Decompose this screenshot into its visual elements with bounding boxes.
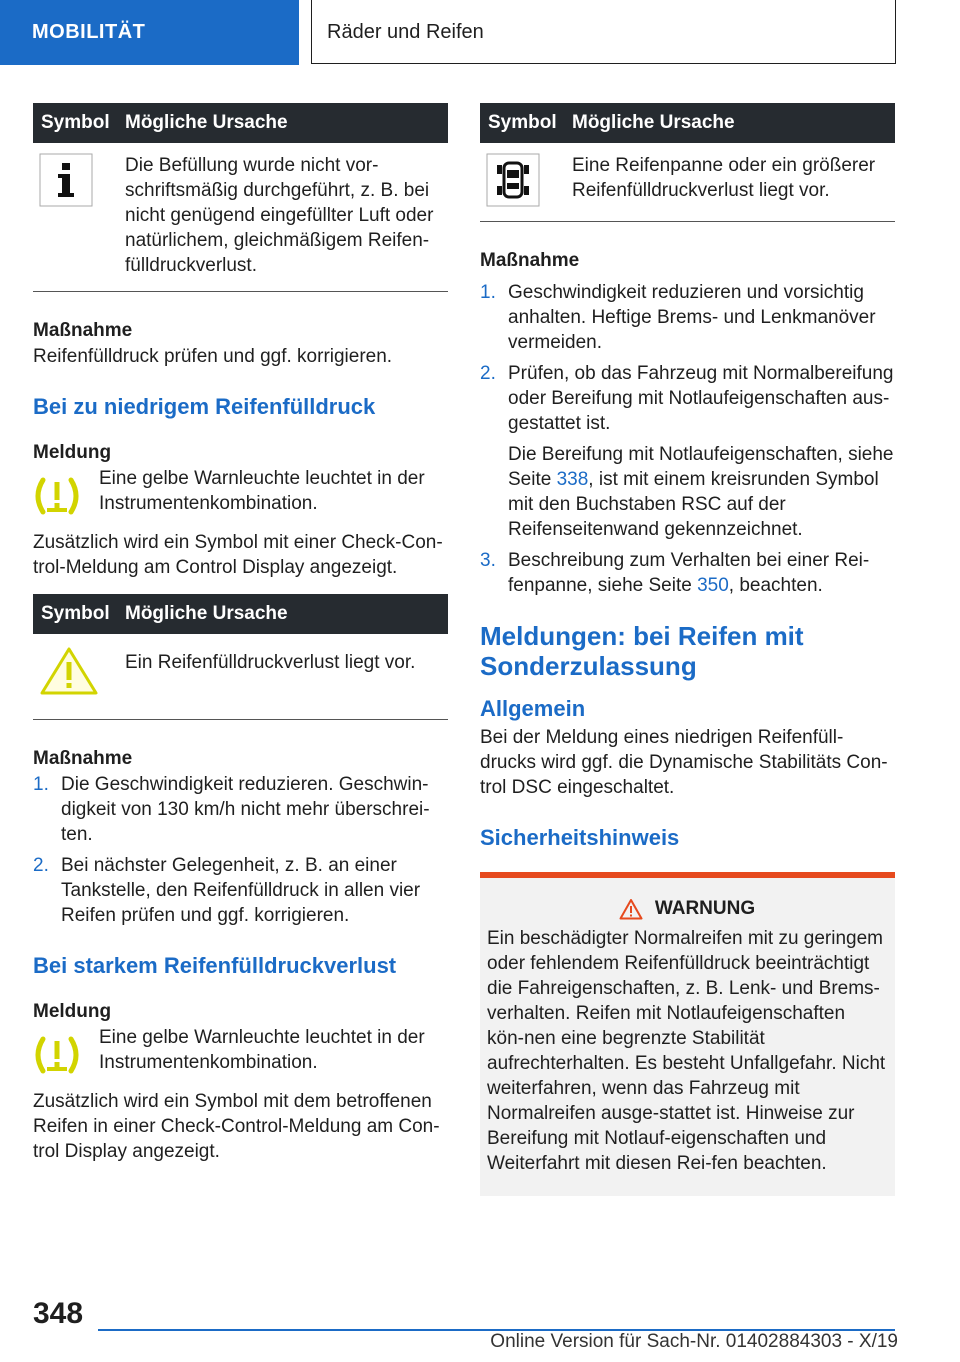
list-item: 1. Die Geschwindigkeit reduzieren. Geschwin-digkeit von 130 km/h nicht mehr überschrei-ten. — [33, 774, 430, 845]
footer-text: Online Version für Sach-Nr. 01402884303 - X/19 — [490, 1331, 898, 1352]
measure-heading: Maßnahme — [33, 748, 133, 769]
cause-text: Die Befüllung wurde nicht vor-schriftsmäßig durchgeführt, z. B. bei nicht genügend eingefüllter Luft oder natürlichem, gleichmäßigem Reifen-fülldruckverlust. — [125, 143, 448, 292]
heading-low-pressure: Bei zu niedrigem Reifenfülldruck — [33, 394, 376, 419]
message-heading: Meldung — [33, 1001, 112, 1022]
heading-general: Allgemein — [480, 696, 586, 721]
measure-text: Reifenfülldruck prüfen und ggf. korrigieren. — [33, 346, 393, 367]
page-link-350[interactable]: 350 — [697, 575, 729, 596]
warning-box — [480, 872, 895, 1196]
right-column — [480, 103, 895, 1196]
heading-safety: Sicherheitshinweis — [480, 825, 680, 850]
car-tire-icon — [486, 153, 540, 207]
warning-title: WARNUNG — [654, 898, 756, 919]
warning-text: Ein beschädigter Normalreifen mit zu geringem oder fehlendem Reifenfülldruck beeinträchtigt die Fahreigenschaften, z. B. Lenk- und Brems-verhalten. Reifen mit Notlaufeigenschaften kön-nen eine begrenzte Stabilität aufrechterhalten. Es besteht Unfallgefahr. Nicht weiterfahren, wenn das Fahrzeug mit Normalreifen ausge-stattet ist. Hinweise zur Bereifung mit Notlauf-eigenschaften und Weiterfahrt mit diesen Rei-fen beachten. — [487, 928, 886, 1174]
tpms-warning-icon — [33, 476, 81, 516]
measure-list — [33, 772, 448, 928]
info-icon — [39, 153, 93, 207]
warning-triangle-icon — [39, 646, 99, 696]
page-link-338[interactable]: 338 — [556, 469, 589, 490]
left-column — [33, 103, 448, 1164]
section-tab[interactable]: MOBILITÄT — [0, 0, 299, 65]
table-header-cause: Mögliche Ursache — [125, 103, 448, 143]
tpms-warning-icon — [33, 1035, 81, 1075]
symbol-table-warning — [33, 594, 448, 720]
measure-heading: Maßnahme — [33, 320, 133, 341]
measure-heading: Maßnahme — [480, 250, 580, 271]
message-heading: Meldung — [33, 442, 112, 463]
list-item: 2. Bei nächster Gelegenheit, z. B. an einer Tankstelle, den Reifenfülldruck in allen vier Reifen prüfen und ggf. korrigieren. — [33, 855, 421, 926]
measure-list — [480, 280, 895, 598]
list-item: 3. Beschreibung zum Verhalten bei einer Rei-fenpanne, siehe Seite 350, beachten. — [480, 550, 870, 596]
list-item: 1. Geschwindigkeit reduzieren und vorsichtig anhalten. Heftige Brems- und Lenkmanöver vermeiden. — [480, 282, 876, 353]
additional-text: Zusätzlich wird ein Symbol mit dem betroffenen Reifen in einer Check-Control-Meldung am Con-trol Display angezeigt. — [33, 1091, 440, 1162]
list-item: 2. Prüfen, ob das Fahrzeug mit Normalbereifung oder Bereifung mit Notlaufeigenschaften aus-gestattet ist. Die Bereifung mit Notlaufeigenschaften, siehe Seite 338, ist mit einem kreisrunden Symbol mit den Buchstaben RSC auf der Reifenseitenwand gekennzeichnet. — [480, 363, 894, 540]
message-row — [33, 466, 448, 521]
table-header-symbol: Symbol — [33, 103, 125, 143]
cause-text: Ein Reifenfülldruckverlust liegt vor. — [125, 634, 448, 720]
additional-text: Zusätzlich wird ein Symbol mit einer Check-Con-trol-Meldung am Control Display angezeigt. — [33, 532, 443, 578]
cause-text: Eine Reifenpanne oder ein größerer Reifenfülldruckverlust liegt vor. — [572, 143, 895, 222]
table-header-symbol: Symbol — [33, 594, 125, 634]
chapter-title: Räder und Reifen — [311, 0, 896, 64]
table-header-cause: Mögliche Ursache — [125, 594, 448, 634]
heading-strong-loss: Bei starkem Reifenfülldruckverlust — [33, 953, 397, 978]
message-text: Eine gelbe Warnleuchte leuchtet in der Instrumentenkombination. — [99, 468, 425, 514]
symbol-table-info — [33, 103, 448, 292]
message-row — [33, 1025, 448, 1080]
symbol-table-flat-tire — [480, 103, 895, 222]
table-header-symbol: Symbol — [480, 103, 572, 143]
message-text: Eine gelbe Warnleuchte leuchtet in der Instrumentenkombination. — [99, 1027, 425, 1073]
page-number: 348 — [33, 1297, 84, 1330]
table-header-cause: Mögliche Ursache — [572, 103, 895, 143]
general-text: Bei der Meldung eines niedrigen Reifenfüll-drucks wird ggf. die Dynamische Stabilitäts Con-trol DSC eingeschaltet. — [480, 727, 888, 798]
page-header — [0, 0, 960, 66]
warning-icon — [619, 898, 643, 920]
heading-special-tires: Meldungen: bei Reifen mit Sonderzulassung — [480, 621, 804, 681]
